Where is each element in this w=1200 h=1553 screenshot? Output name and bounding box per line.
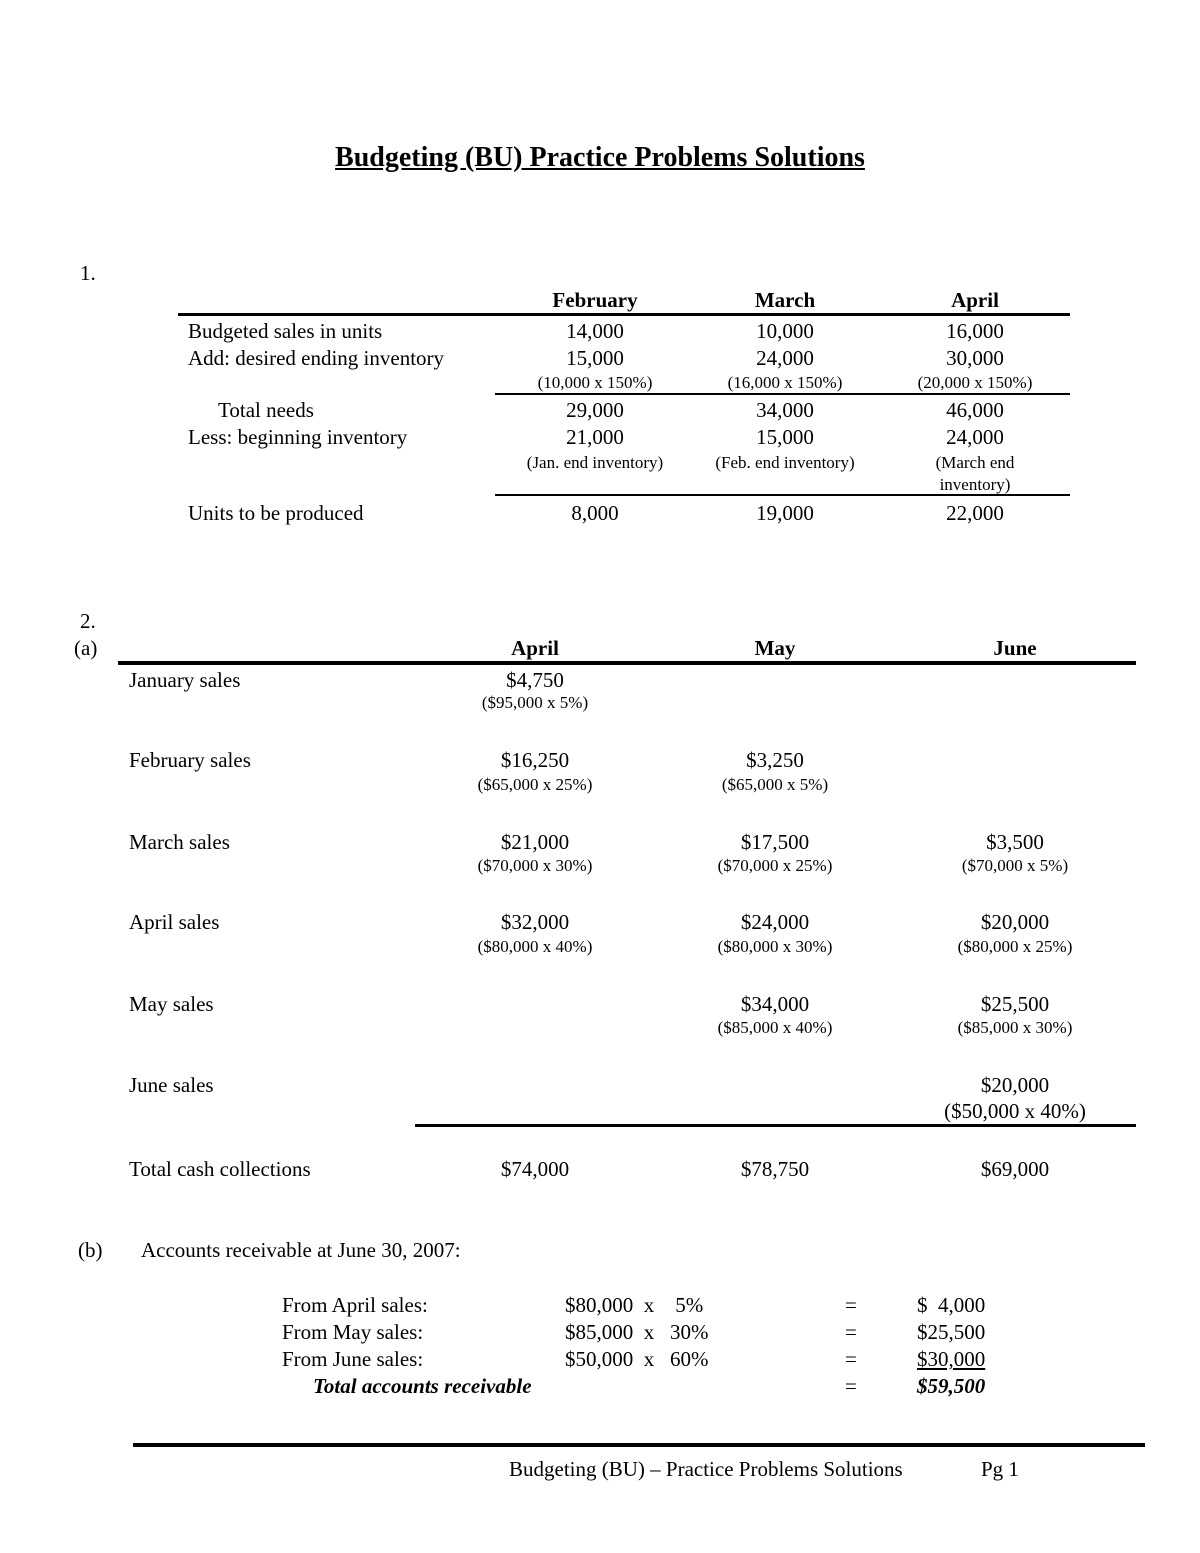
p2-note: ($80,000 x 25%): [957, 937, 1073, 956]
p2-value: $17,500: [740, 830, 810, 854]
p2-value: $34,000: [740, 992, 810, 1016]
p2-label: April sales: [129, 910, 220, 934]
footer-text: Budgeting (BU) – Practice Problems Solutions: [509, 1457, 903, 1481]
part-a-marker: (a): [74, 636, 98, 660]
p2-total-rule: [415, 1124, 1136, 1127]
ar-line-label: From May sales:: [282, 1320, 424, 1344]
p1-note: (10,000 x 150%): [537, 373, 653, 392]
part-b-heading: Accounts receivable at June 30, 2007:: [141, 1238, 461, 1262]
p2-label: May sales: [129, 992, 214, 1016]
page-title: Budgeting (BU) Practice Problems Solutions: [335, 142, 865, 173]
ar-line-result: $30,000: [917, 1347, 986, 1371]
p2-label: January sales: [129, 668, 241, 692]
problem-2-number: 2.: [80, 609, 96, 633]
ar-line-calc: $85,000 x 30%: [565, 1320, 709, 1344]
p1-value: 30,000: [946, 346, 1004, 370]
p2-value: $32,000: [500, 910, 570, 934]
p1-value: 15,000: [566, 346, 624, 370]
p1-value: 34,000: [756, 398, 814, 422]
p2-note: ($85,000 x 30%): [957, 1018, 1073, 1037]
p2-total-value: $78,750: [740, 1157, 810, 1181]
p2-total-label: Total cash collections: [129, 1157, 311, 1181]
p1-label-budgeted-sales: Budgeted sales in units: [188, 319, 383, 343]
p1-subtotal-rule: [495, 393, 1070, 395]
p1-value: 15,000: [756, 425, 814, 449]
ar-line-calc: $50,000 x 60%: [565, 1347, 709, 1371]
p1-label-ending-inventory: Add: desired ending inventory: [188, 346, 445, 370]
footer-page-number: Pg 1: [981, 1457, 1019, 1481]
p2-col-april: April: [511, 636, 559, 660]
p1-col-april: April: [951, 288, 999, 312]
p2-value: $20,000: [980, 910, 1050, 934]
ar-line-label: From June sales:: [282, 1347, 424, 1371]
p1-label-total-needs: Total needs: [218, 398, 314, 422]
ar-total-label: Total accounts receivable: [313, 1374, 532, 1398]
p2-header-rule: [118, 661, 1136, 665]
p1-note: (Feb. end inventory): [715, 453, 855, 472]
p2-total-value: $74,000: [500, 1157, 570, 1181]
p2-col-june: June: [993, 636, 1037, 660]
p2-note: ($70,000 x 25%): [717, 856, 833, 875]
p1-label-units-produced: Units to be produced: [188, 501, 364, 525]
p1-col-february: February: [552, 288, 638, 312]
p2-note: ($65,000 x 5%): [721, 775, 829, 794]
p1-value: 22,000: [946, 501, 1004, 525]
p1-value: 16,000: [946, 319, 1004, 343]
p1-note: (Jan. end inventory): [526, 453, 664, 472]
p1-value: 29,000: [566, 398, 624, 422]
ar-line-equals: =: [845, 1320, 857, 1344]
p1-total-rule: [495, 494, 1070, 496]
ar-line-result: $25,500: [917, 1320, 986, 1344]
ar-line-equals: =: [845, 1347, 857, 1371]
ar-line-label: From April sales:: [282, 1293, 428, 1317]
p2-total-value: $69,000: [980, 1157, 1050, 1181]
p1-value: 8,000: [571, 501, 619, 525]
p2-value: $24,000: [740, 910, 810, 934]
ar-total-equals: =: [845, 1374, 857, 1398]
p2-value: $3,250: [746, 748, 804, 772]
p2-note: ($85,000 x 40%): [717, 1018, 833, 1037]
ar-line-result: $ 4,000: [917, 1293, 986, 1317]
ar-line-calc: $80,000 x 5%: [565, 1293, 704, 1317]
p2-value: $3,500: [986, 830, 1044, 854]
p2-value: $4,750: [506, 668, 564, 692]
p2-note: ($50,000 x 40%): [944, 1099, 1086, 1123]
ar-line-equals: =: [845, 1293, 857, 1317]
p1-col-march: March: [754, 288, 816, 312]
p1-value: 46,000: [946, 398, 1004, 422]
p2-value: $25,500: [980, 992, 1050, 1016]
p1-value: 14,000: [566, 319, 624, 343]
ar-total-result: $59,500: [917, 1374, 986, 1398]
p1-label-beginning-inventory: Less: beginning inventory: [188, 425, 408, 449]
p2-note: ($70,000 x 5%): [961, 856, 1069, 875]
p1-note: (March end: [935, 453, 1015, 472]
p1-note: inventory): [939, 475, 1011, 494]
p1-value: 24,000: [756, 346, 814, 370]
p2-value: $20,000: [980, 1073, 1050, 1097]
p2-label: June sales: [129, 1073, 214, 1097]
p1-value: 10,000: [756, 319, 814, 343]
p2-col-may: May: [754, 636, 796, 660]
part-b-marker: (b): [78, 1238, 103, 1262]
p1-value: 19,000: [756, 501, 814, 525]
footer-rule: [133, 1443, 1145, 1447]
p1-value: 24,000: [946, 425, 1004, 449]
p2-note: ($80,000 x 40%): [477, 937, 593, 956]
p1-value: 21,000: [566, 425, 624, 449]
p1-note: (20,000 x 150%): [917, 373, 1033, 392]
p1-note: (16,000 x 150%): [727, 373, 843, 392]
p2-value: $16,250: [500, 748, 570, 772]
p2-note: ($95,000 x 5%): [481, 693, 589, 712]
p2-note: ($65,000 x 25%): [477, 775, 593, 794]
p2-label: February sales: [129, 748, 251, 772]
p2-note: ($80,000 x 30%): [717, 937, 833, 956]
p1-header-rule: [178, 313, 1070, 316]
p2-label: March sales: [129, 830, 230, 854]
p2-value: $21,000: [500, 830, 570, 854]
problem-1-number: 1.: [80, 261, 96, 285]
p2-note: ($70,000 x 30%): [477, 856, 593, 875]
